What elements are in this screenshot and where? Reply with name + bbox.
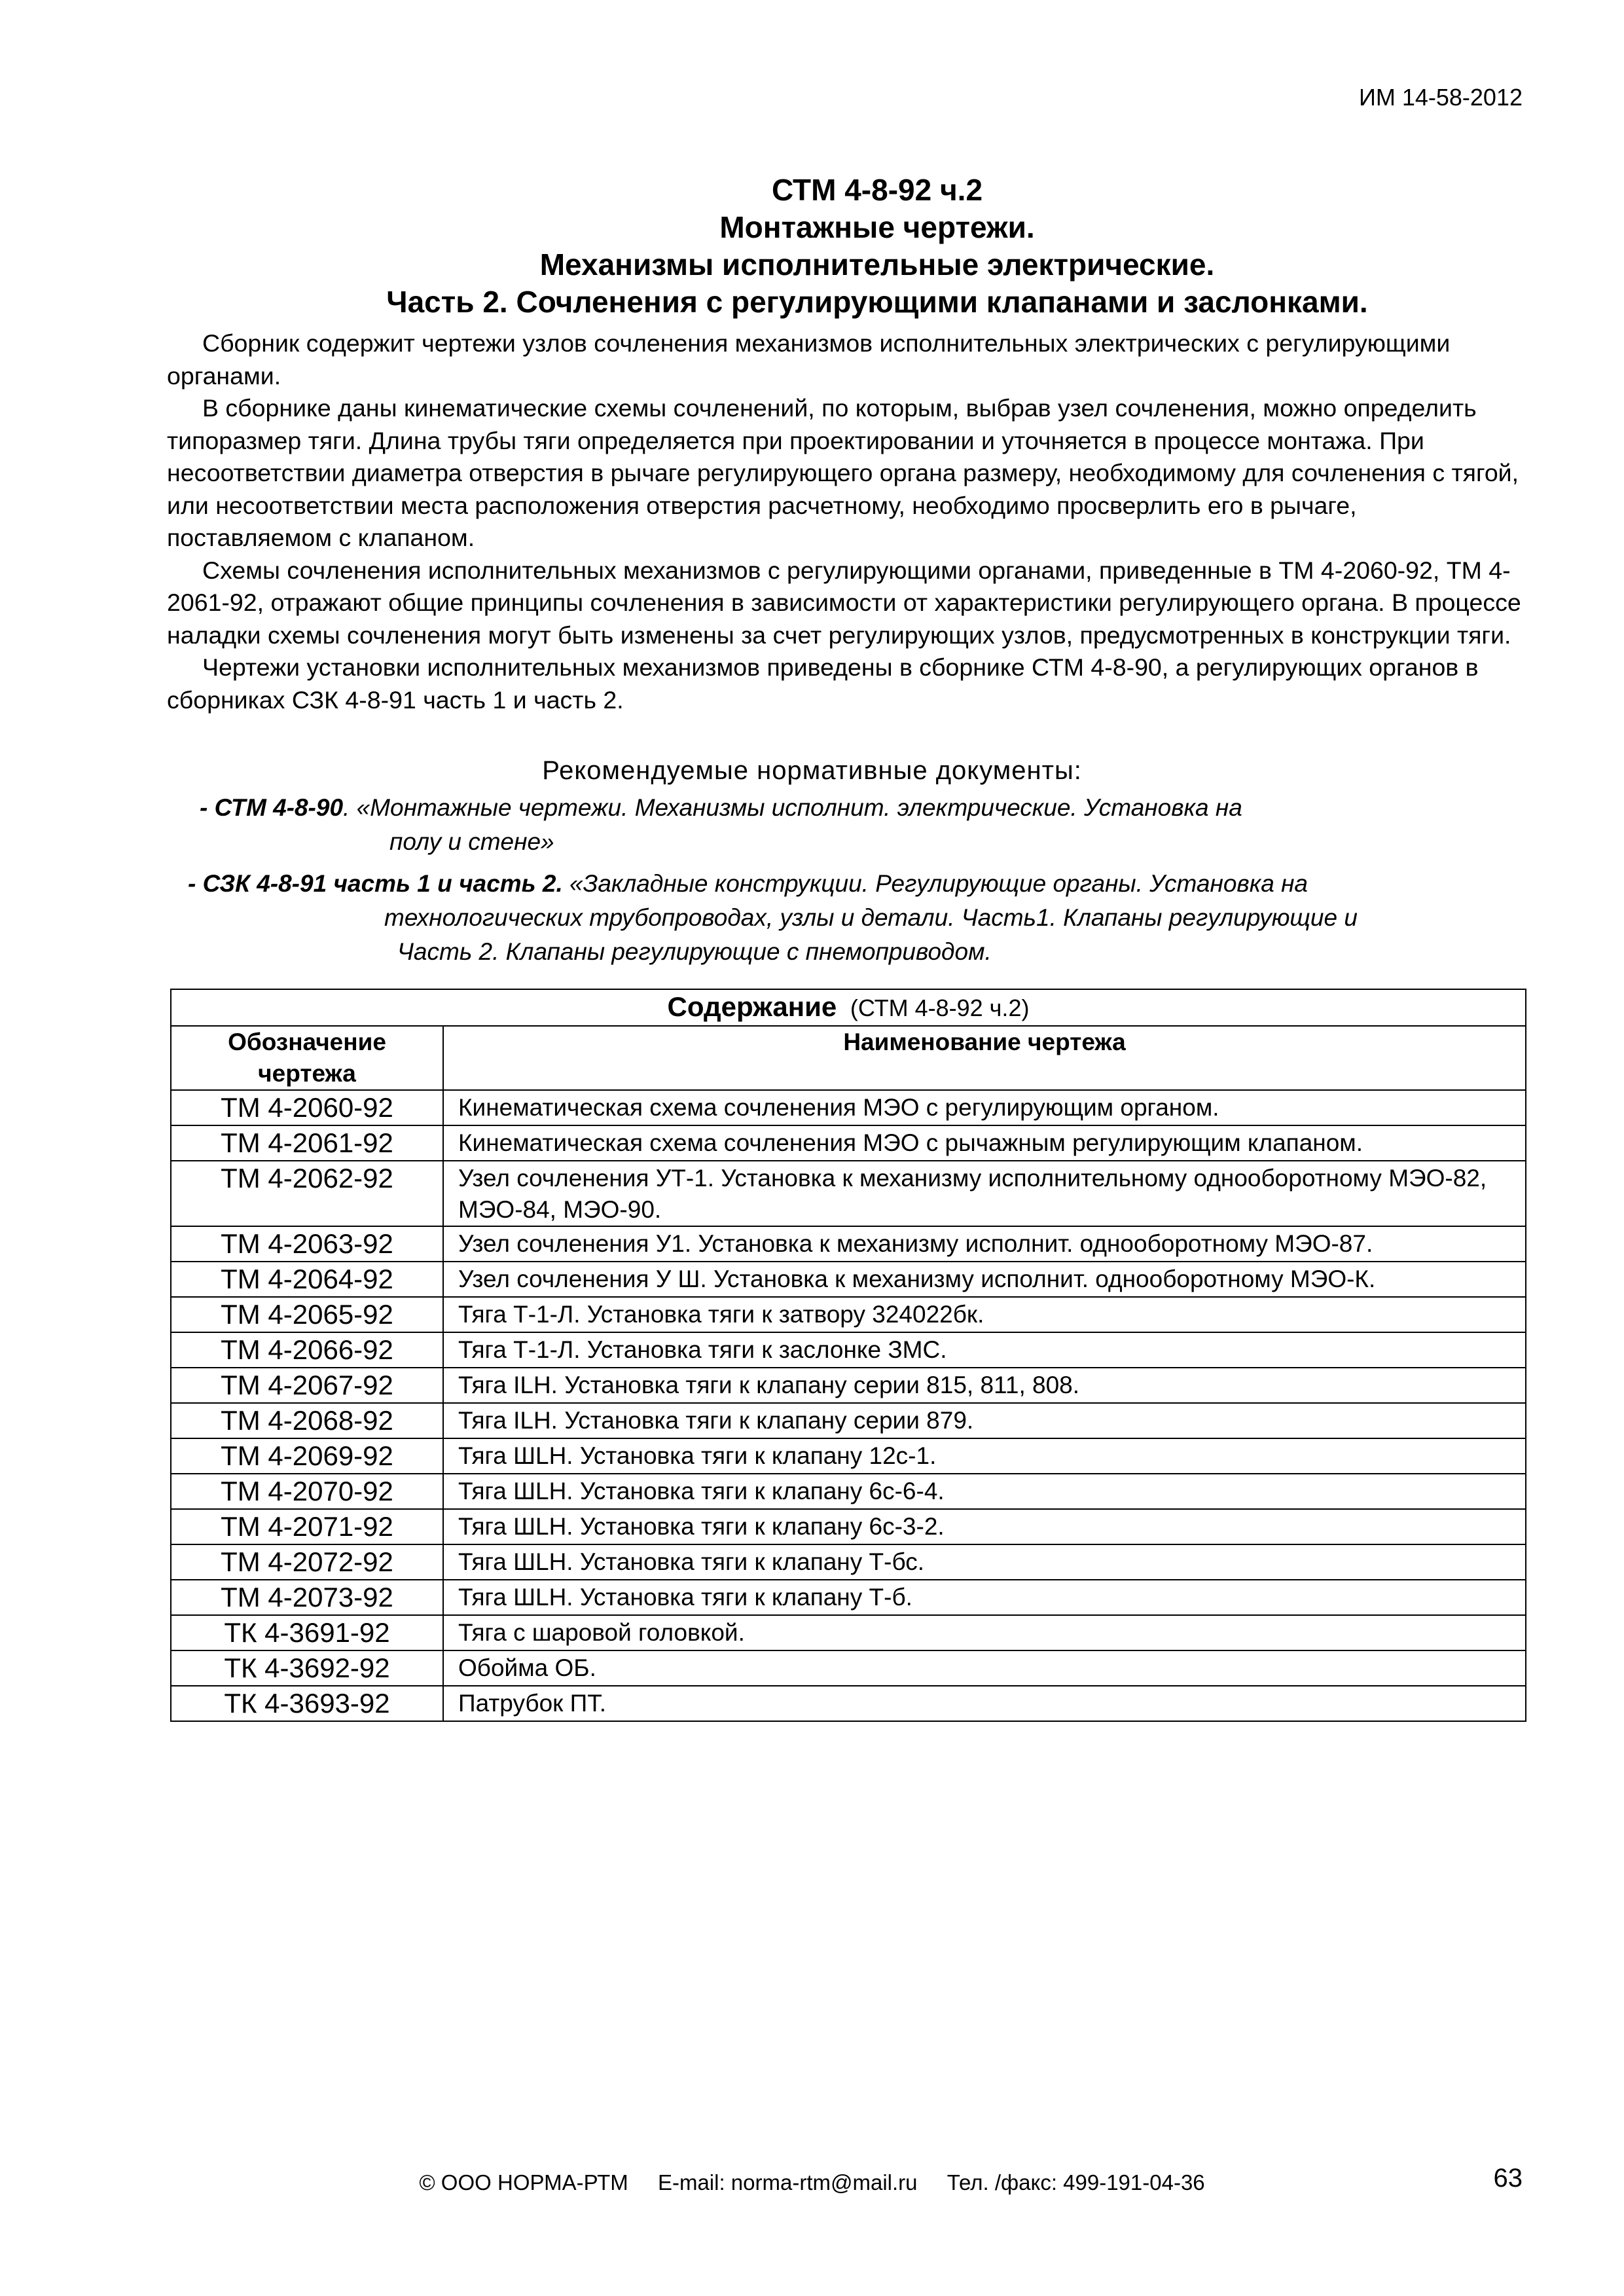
table-row — [171, 1332, 1526, 1368]
reference-code: - СЗК 4-8-91 часть 1 и часть 2. — [188, 870, 563, 897]
table-row — [171, 1580, 1526, 1615]
drawing-code-cell: ТМ 4-2073-92 — [171, 1580, 443, 1615]
drawing-code-cell: ТМ 4-2060-92 — [171, 1090, 443, 1125]
table-caption-title: Содержание — [667, 991, 837, 1022]
intro-paragraph: В сборнике даны кинематические схемы сочленений, по которым, выбрав узел сочленения, можно определить типоразмер тяги. Длина трубы тяги определяется при проектировании и уточняется в процессе монтажа. При несоответствии диаметра отверстия в рычаге регулирующего органа размеру, необходимому для сочленения с тягой, или несоответствии места расположения отверстия расчетному, необходимо просверлить его в рычаге, поставляемом с клапаном. — [167, 394, 1519, 551]
drawing-code-cell: ТМ 4-2064-92 — [171, 1262, 443, 1297]
drawing-name-cell: Тяга ШLН. Установка тяги к клапану Т-бс. — [443, 1544, 1526, 1580]
table-body — [171, 1090, 1526, 1721]
drawing-code-cell: ТК 4-3693-92 — [171, 1686, 443, 1721]
drawing-name-cell: Тяга ШLН. Установка тяги к клапану 6с-3-2. — [443, 1509, 1526, 1544]
drawing-code-cell: ТМ 4-2067-92 — [171, 1368, 443, 1403]
drawing-name-cell: Тяга ILН. Установка тяги к клапану серии 815, 811, 808. — [443, 1368, 1526, 1403]
table-row — [171, 1544, 1526, 1580]
drawing-code-cell: ТМ 4-2070-92 — [171, 1474, 443, 1509]
drawing-name-cell: Узел сочленения У Ш. Установка к механизму исполнит. однооборотному МЭО-К. — [443, 1262, 1526, 1297]
drawing-code-cell: ТМ 4-2066-92 — [171, 1332, 443, 1368]
title-block — [170, 172, 1584, 321]
page-number: 63 — [1493, 2164, 1523, 2193]
table-row — [171, 1509, 1526, 1544]
table-row — [171, 1403, 1526, 1438]
drawing-code-cell: ТК 4-3691-92 — [171, 1615, 443, 1650]
drawing-code-cell: ТМ 4-2062-92 — [171, 1161, 443, 1226]
reference-text: . «Монтажные чертежи. Механизмы исполнит. электрические. Установка на — [343, 794, 1242, 821]
recommended-docs-heading: Рекомендуемые нормативные документы: — [542, 756, 1082, 785]
table-row — [171, 1474, 1526, 1509]
recommended-docs-list — [188, 791, 1509, 977]
table-row — [171, 1161, 1526, 1226]
drawing-code-cell: ТК 4-3692-92 — [171, 1650, 443, 1686]
table-row — [171, 1297, 1526, 1332]
column-header-code: Обозначение чертежа — [171, 1026, 443, 1090]
drawing-name-cell: Узел сочленения У1. Установка к механизму исполнит. однооборотному МЭО-87. — [443, 1226, 1526, 1262]
reference-line — [188, 867, 1509, 901]
table-row — [171, 1090, 1526, 1125]
drawing-name-cell: Тяга Т-1-Л. Установка тяги к затвору 324022бк. — [443, 1297, 1526, 1332]
intro-paragraph: Сборник содержит чертежи узлов сочленения механизмов исполнительных электрических с регулирующими органами. — [167, 329, 1451, 390]
drawing-code-cell: ТМ 4-2061-92 — [171, 1125, 443, 1161]
table-header-row — [171, 1026, 1526, 1090]
drawing-code-cell: ТМ 4-2069-92 — [171, 1438, 443, 1474]
column-header-name: Наименование чертежа — [443, 1026, 1526, 1090]
drawing-name-cell: Обойма ОБ. — [443, 1650, 1526, 1686]
table-row — [171, 1368, 1526, 1403]
table-row — [171, 1686, 1526, 1721]
reference-item — [200, 791, 1509, 859]
title-part: Часть 2. Сочленения с регулирующими клапанами и заслонками. — [386, 285, 1368, 319]
drawing-name-cell: Тяга с шаровой головкой. — [443, 1615, 1526, 1650]
reference-text: технологических трубопроводах, узлы и детали. Часть1. Клапаны регулирующие и — [384, 904, 1358, 931]
intro-text — [167, 327, 1525, 716]
drawing-code-cell: ТМ 4-2072-92 — [171, 1544, 443, 1580]
drawing-name-cell: Патрубок ПТ. — [443, 1686, 1526, 1721]
document-code: ИМ 14-58-2012 — [1358, 84, 1523, 111]
title-drawings: Монтажные чертежи. — [719, 210, 1035, 244]
reference-item — [188, 867, 1509, 969]
table-caption — [171, 989, 1526, 1026]
table-caption-row — [171, 989, 1526, 1026]
table-row — [171, 1650, 1526, 1686]
title-mechanisms: Механизмы исполнительные электрические. — [539, 247, 1215, 282]
table-row — [171, 1438, 1526, 1474]
footer-copyright: © ООО НОРМА-РТМ — [419, 2170, 628, 2195]
drawing-code-cell: ТМ 4-2065-92 — [171, 1297, 443, 1332]
drawing-name-cell: Тяга ILН. Установка тяги к клапану серии 879. — [443, 1403, 1526, 1438]
drawing-name-cell: Тяга ШLН. Установка тяги к клапану 6с-6-4. — [443, 1474, 1526, 1509]
drawing-code-cell: ТМ 4-2071-92 — [171, 1509, 443, 1544]
table-row — [171, 1125, 1526, 1161]
drawing-name-cell: Кинематическая схема сочленения МЭО с рычажным регулирующим клапаном. — [443, 1125, 1526, 1161]
table-row — [171, 1226, 1526, 1262]
reference-text: полу и стене» — [389, 828, 554, 855]
drawing-code-cell: ТМ 4-2063-92 — [171, 1226, 443, 1262]
reference-text: «Закладные конструкции. Регулирующие органы. Установка на — [562, 870, 1308, 897]
drawing-name-cell: Узел сочленения УТ-1. Установка к механизму исполнительному однооборотному МЭО-82, МЭО-84, МЭО-90. — [443, 1161, 1526, 1226]
footer-email: E-mail: norma-rtm@mail.ru — [657, 2170, 918, 2195]
intro-paragraph: Схемы сочленения исполнительных механизмов с регулирующими органами, приведенные в ТМ 4-2060-92, ТМ 4-2061-92, отражают общие принципы сочленения в зависимости от характеристики регулирующего органа. В процессе наладки схемы сочленения могут быть изменены за счет регулирующих узлов, предусмотренных в конструкции тяги. — [167, 556, 1521, 649]
drawing-code-cell: ТМ 4-2068-92 — [171, 1403, 443, 1438]
table-row — [171, 1262, 1526, 1297]
table-row — [171, 1615, 1526, 1650]
reference-code: - СТМ 4-8-90 — [200, 794, 344, 821]
drawing-name-cell: Тяга Т-1-Л. Установка тяги к заслонке ЗМС. — [443, 1332, 1526, 1368]
footer-phone: Тел. /факс: 499-191-04-36 — [947, 2170, 1205, 2195]
intro-paragraph: Чертежи установки исполнительных механизмов приведены в сборнике СТМ 4-8-90, а регулирующих органов в сборниках СЗК 4-8-91 часть 1 и часть 2. — [167, 653, 1479, 714]
drawing-name-cell: Тяга ШLН. Установка тяги к клапану Т-б. — [443, 1580, 1526, 1615]
table-caption-subtitle: (СТМ 4-8-92 ч.2) — [850, 994, 1030, 1021]
contents-table — [170, 989, 1526, 1722]
reference-text: Часть 2. Клапаны регулирующие с пнемоприводом. — [397, 938, 992, 965]
drawing-name-cell: Кинематическая схема сочленения МЭО с регулирующим органом. — [443, 1090, 1526, 1125]
title-standard: СТМ 4-8-92 ч.2 — [771, 173, 983, 207]
drawing-name-cell: Тяга ШLН. Установка тяги к клапану 12с-1. — [443, 1438, 1526, 1474]
reference-line — [200, 791, 1509, 825]
footer — [0, 2170, 1624, 2195]
